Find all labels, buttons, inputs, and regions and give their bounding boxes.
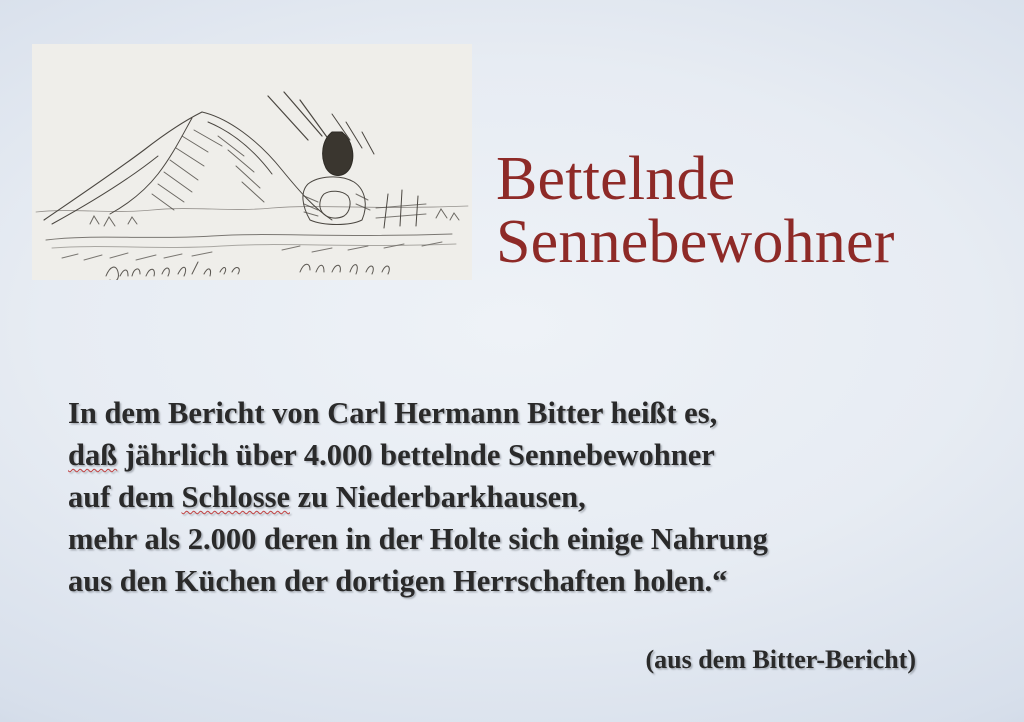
body-line-2: daß jährlich über 4.000 bettelnde Sennebewohner xyxy=(68,438,715,473)
engraving-artwork xyxy=(32,44,472,280)
slide-title xyxy=(496,144,1008,277)
spellcheck-word-schlosse: Schlosse xyxy=(181,480,290,515)
body-line-4: mehr als 2.000 deren in der Holte sich einige Nahrung xyxy=(68,522,768,557)
senne-hut-engraving-image xyxy=(32,44,472,280)
source-attribution: (aus dem Bitter-Bericht) xyxy=(645,645,916,674)
slide-body-text xyxy=(68,392,968,602)
body-line-3: auf dem Schlosse zu Niederbarkhausen, xyxy=(68,480,586,515)
body-line-1: In dem Bericht von Carl Hermann Bitter heißt es, xyxy=(68,396,718,430)
body-line-5: aus den Küchen der dortigen Herrschaften holen.“ xyxy=(68,564,728,599)
slide-title-line-1: Bettelnde xyxy=(496,144,736,213)
spellcheck-word-dass: daß xyxy=(68,438,118,473)
slide-title-line-2: Sennebewohner xyxy=(496,208,895,277)
